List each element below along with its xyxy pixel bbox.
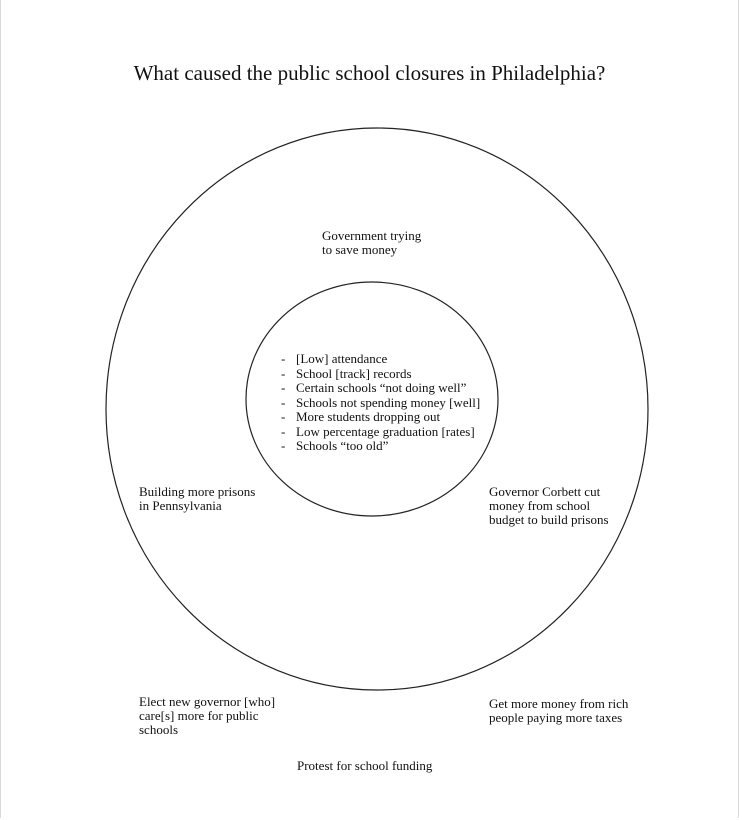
outer-label-left: Building more prisons in Pennsylvania xyxy=(139,484,256,513)
outside-label-bottom-left: Elect new governor [who] care[s] more for public schools xyxy=(139,694,276,737)
inner-item-text: [Low] attendance xyxy=(296,351,388,366)
inner-item xyxy=(281,439,480,454)
bullet-dash: - xyxy=(281,351,286,366)
inner-item-text: Schools not spending money [well] xyxy=(296,394,481,410)
bullet-dash: - xyxy=(281,438,286,453)
diagram-title: What caused the public school closures in Philadelphia? xyxy=(133,61,606,85)
outer-label-top: Government trying to save money xyxy=(322,228,422,257)
inner-item xyxy=(281,367,480,382)
inner-circle-list xyxy=(281,352,480,454)
bullet-dash: - xyxy=(281,380,286,395)
bullet-dash: - xyxy=(281,409,286,424)
bullet-dash: - xyxy=(281,394,286,410)
inner-item-text: Low percentage graduation [rates] xyxy=(296,423,475,439)
inner-item-text: More students dropping out xyxy=(296,409,441,424)
inner-item xyxy=(281,410,480,425)
outer-label-right: Governor Corbett cut money from school budget to build prisons xyxy=(489,484,609,527)
inner-item-text: Certain schools “not doing well” xyxy=(296,380,467,395)
outside-label-bottom-right: Get more money from rich people paying more taxes xyxy=(489,696,629,725)
bullet-dash: - xyxy=(281,365,286,381)
inner-item-text: School [track] records xyxy=(296,365,412,381)
inner-item-text: Schools “too old” xyxy=(296,438,389,453)
inner-item xyxy=(281,425,480,440)
inner-item xyxy=(281,396,480,411)
bullet-dash: - xyxy=(281,423,286,439)
inner-item xyxy=(281,352,480,367)
outside-label-bottom-center: Protest for school funding xyxy=(297,758,433,773)
inner-item xyxy=(281,381,480,396)
